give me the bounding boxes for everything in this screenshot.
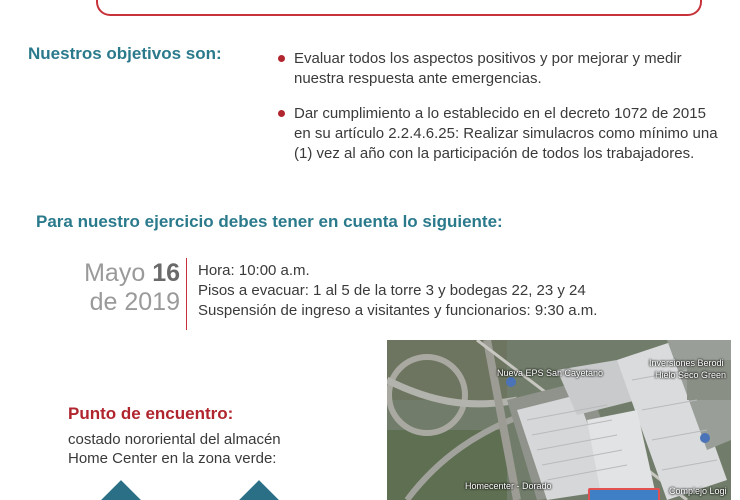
event-details — [198, 261, 728, 321]
date-line-1 — [56, 259, 180, 288]
date-divider — [186, 258, 187, 330]
objectives-list — [278, 49, 718, 179]
exercise-heading: Para nuestro ejercicio debes tener en cuenta lo siguiente: — [36, 212, 503, 231]
detail-floors: Pisos a evacuar: 1 al 5 de la torre 3 y bodegas 22, 23 y 24 — [198, 282, 586, 299]
list-item — [278, 104, 718, 164]
date-day: 16 — [152, 259, 180, 287]
objective-text: Dar cumplimiento a lo establecido en el decreto 1072 de 2015 en su artículo 2.2.4.6.25: Realizar simulacros como mínimo una (1) vez al año con la participación de todos los trabajadores. — [294, 105, 718, 162]
objectives-heading: Nuestros objetivos son: — [28, 44, 222, 63]
map-label-inversiones: Inversiones Berodi — [649, 358, 724, 368]
meeting-point-text — [68, 430, 348, 468]
meeting-point-heading: Punto de encuentro: — [68, 404, 234, 423]
decorative-diamond-icon — [232, 480, 286, 500]
meeting-point-marker — [588, 488, 660, 500]
date-year: de 2019 — [89, 288, 180, 316]
satellite-map[interactable] — [387, 340, 731, 500]
map-label-hielo: Hielo Seco Green — [655, 370, 727, 380]
header-frame — [96, 0, 702, 16]
decorative-diamond-icon — [94, 480, 148, 500]
detail-time: Hora: 10:00 a.m. — [198, 262, 310, 279]
map-label-complejo: Complejo Logi — [669, 486, 727, 496]
map-label-homecenter: Homecenter - Dorado — [465, 481, 552, 491]
bullet-dot-icon — [278, 110, 285, 117]
meeting-line: costado nororiental del almacén — [68, 431, 281, 448]
bullet-dot-icon — [278, 55, 285, 62]
objective-text: Evaluar todos los aspectos positivos y por mejorar y medir nuestra respuesta ante emergencias. — [294, 50, 682, 87]
detail-suspension: Suspensión de ingreso a visitantes y funcionarios: 9:30 a.m. — [198, 302, 598, 319]
list-item — [278, 49, 718, 89]
map-label-eps: Nueva EPS San Cayetano — [497, 368, 604, 378]
meeting-line: Home Center en la zona verde: — [68, 450, 277, 467]
date-month: Mayo — [84, 259, 146, 287]
event-date — [56, 259, 180, 317]
